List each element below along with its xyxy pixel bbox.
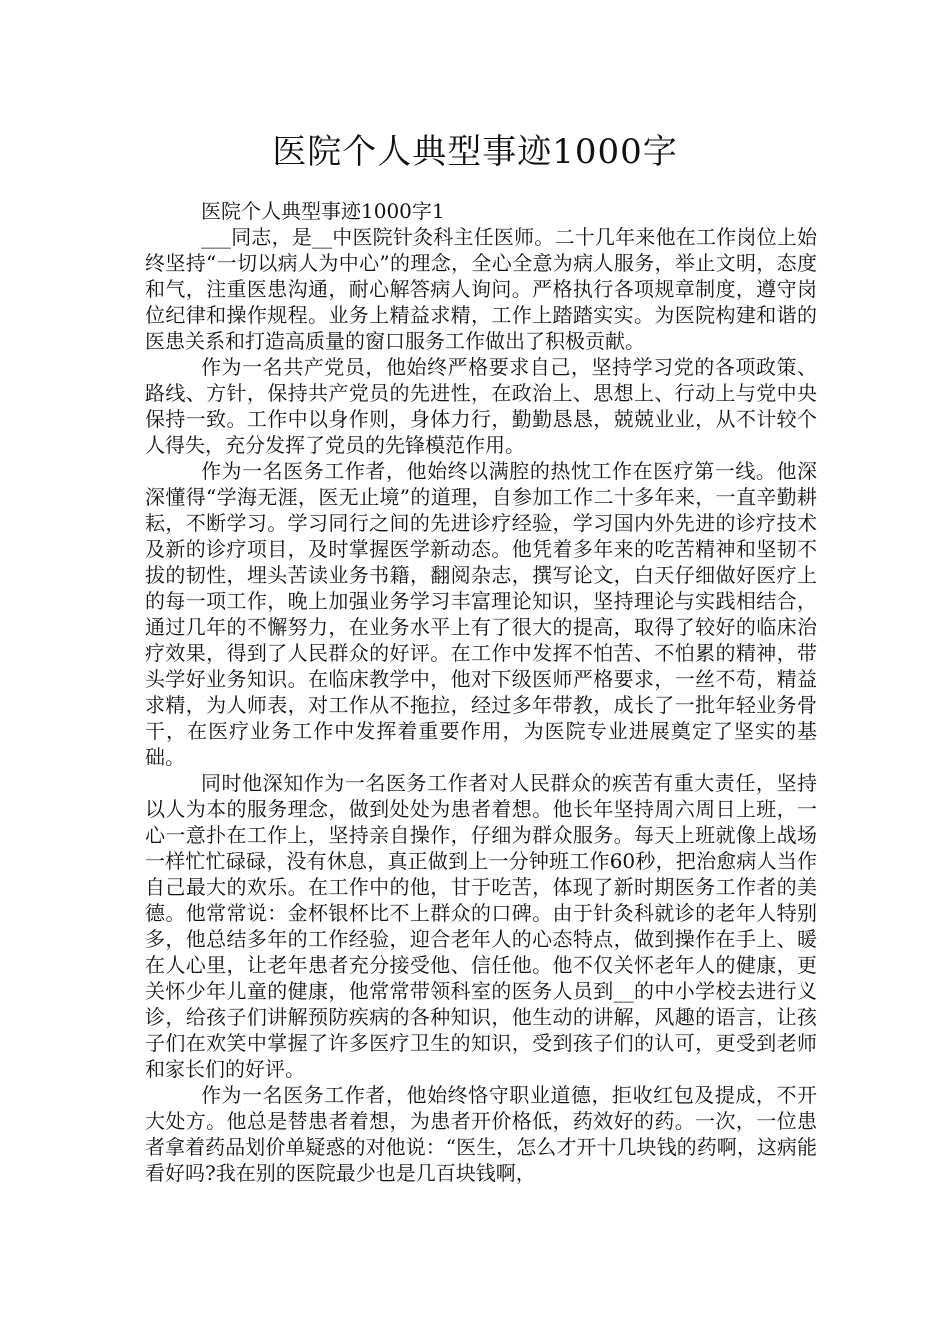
paragraph-1: ___同志，是__中医院针灸科主任医师。二十几年来他在工作岗位上始终坚持“一切以病人为中心”的理念，全心全意为病人服务，举止文明，态度和气，注重医患沟通，耐心解答病人询问。严格执行各项规章制度，遵守岗位纪律和操作规程。业务上精益求精，工作上踏踏实实。为医院构建和谐的医患关系和打造高质量的窗口服务工作做出了积极贡献。 bbox=[145, 225, 817, 353]
document-title: 医院个人典型事迹1000字 bbox=[272, 132, 678, 172]
document-body bbox=[145, 198, 817, 1186]
paragraph-4: 同时他深知作为一名医务工作者对人民群众的疾苦有重大责任，坚持以人为本的服务理念，做到处处为患者着想。他长年坚持周六周日上班，一心一意扑在工作上，坚持亲自操作，仔细为群众服务。每天上班就像上战场一样忙忙碌碌，没有休息，真正做到上一分钟班工作60秒，把治愈病人当作自己最大的欢乐。在工作中的他，甘于吃苦，体现了新时期医务工作者的美德。他常常说：金杯银杯比不上群众的口碑。由于针灸科就诊的老年人特别多，他总结多年的工作经验，迎合老年人的心态特点，做到操作在手上、暖在人心里，让老年患者充分接受他、信任他。他不仅关怀老年人的健康，更关怀少年儿童的健康，他常常带领科室的医务人员到__的中小学校去进行义诊，给孩子们讲解预防疾病的各种知识，他生动的讲解，风趣的语言，让孩子们在欢笑中掌握了许多医疗卫生的知识，受到孩子们的认可，更受到老师和家长们的好评。 bbox=[145, 771, 817, 1081]
paragraph-3: 作为一名医务工作者，他始终以满腔的热忱工作在医疗第一线。他深深懂得“学海无涯，医无止境”的道理，自参加工作二十多年来，一直辛勤耕耘，不断学习。学习同行之间的先进诊疗经验，学习国内外先进的诊疗技术及新的诊疗项目，及时掌握医学新动态。他凭着多年来的吃苦精神和坚韧不拔的韧性，埋头苦读业务书籍，翻阅杂志，撰写论文，白天仔细做好医疗上的每一项工作，晚上加强业务学习丰富理论知识，坚持理论与实践相结合，通过几年的不懈努力，在业务水平上有了很大的提高，取得了较好的临床治疗效果，得到了人民群众的好评。在工作中发挥不怕苦、不怕累的精神，带头学好业务知识。在临床教学中，他对下级医师严格要求，一丝不苟，精益求精，为人师表，对工作从不拖拉，经过多年带教，成长了一批年轻业务骨干，在医疗业务工作中发挥着重要作用，为医院专业进展奠定了坚实的基础。 bbox=[145, 459, 817, 769]
paragraph-5: 作为一名医务工作者，他始终恪守职业道德，拒收红包及提成，不开大处方。他总是替患者着想，为患者开价格低，药效好的药。一次，一位患者拿着药品划价单疑惑的对他说：“医生，怎么才开十几块钱的药啊，这病能看好吗?我在别的医院最少也是几百块钱啊， bbox=[145, 1083, 817, 1185]
paragraph-2: 作为一名共产党员，他始终严格要求自己，坚持学习党的各项政策、路线、方针，保持共产党员的先进性，在政治上、思想上、行动上与党中央保持一致。工作中以身作则，身体力行，勤勤恳恳，兢兢业业，从不计较个人得失，充分发挥了党员的先锋模范作用。 bbox=[145, 355, 817, 457]
section-heading: 医院个人典型事迹1000字1 bbox=[201, 199, 445, 223]
